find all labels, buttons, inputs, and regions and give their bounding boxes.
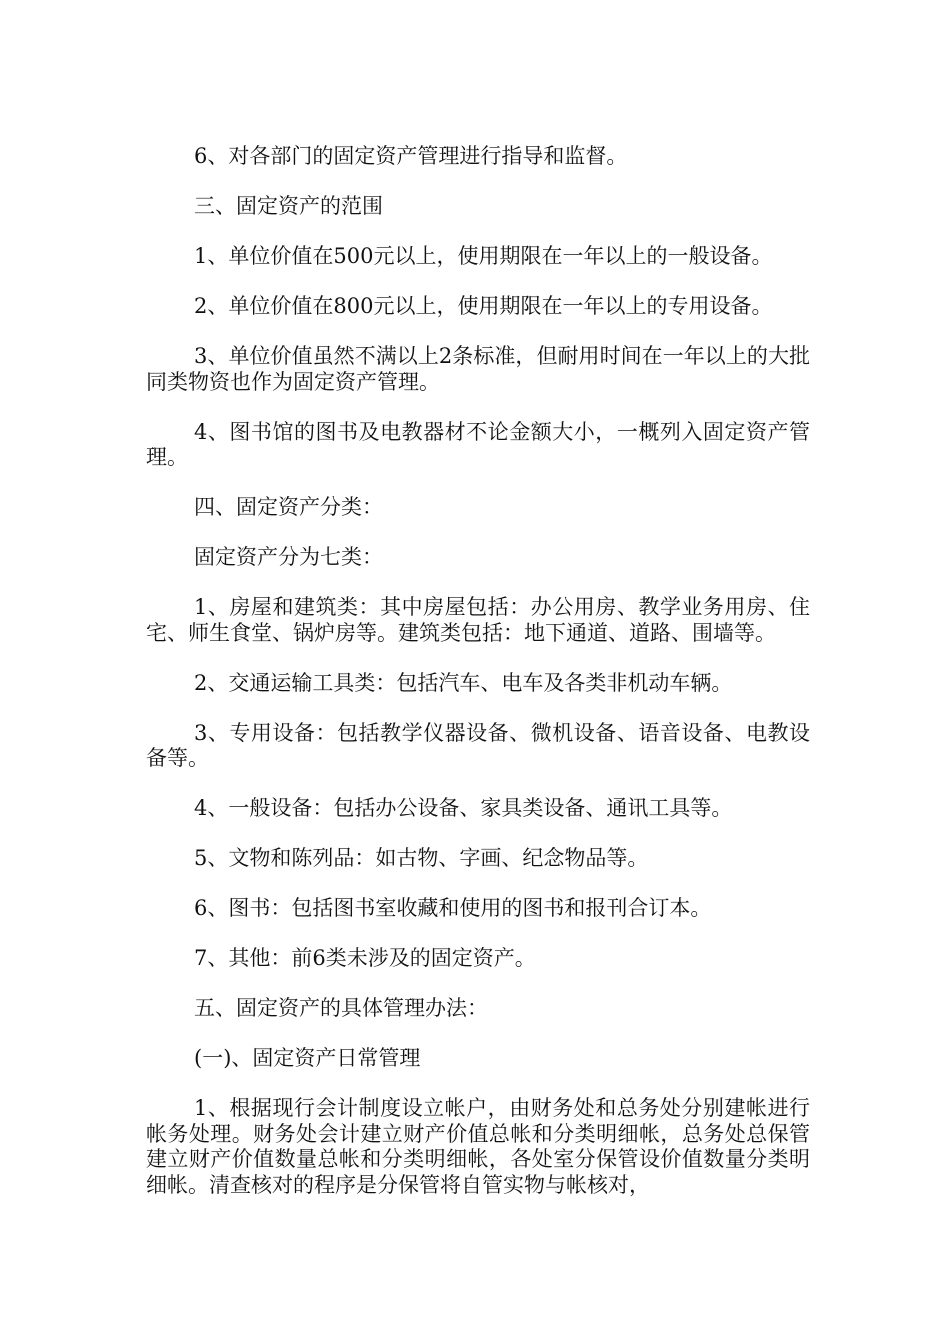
paragraph-duty-6: 6、对各部门的固定资产管理进行指导和监督。	[194, 144, 628, 168]
paragraph-class-3: 3、专用设备：包括教学仪器设备、微机设备、语音设备、电教设备等。	[146, 720, 810, 770]
paragraph-class-2: 2、交通运输工具类：包括汽车、电车及各类非机动车辆。	[194, 670, 733, 695]
paragraph-scope-4: 4、图书馆的图书及电教器材不论金额大小，一概列入固定资产管理。	[146, 419, 810, 469]
paragraph-class-4: 4、一般设备：包括办公设备、家具类设备、通讯工具等。	[194, 796, 733, 820]
paragraph-class-6: 6、图书：包括图书室收藏和使用的图书和报刊合订本。	[194, 896, 712, 920]
section-heading-classification: 四、固定资产分类：	[194, 495, 383, 519]
paragraph-scope-1: 1、单位价值在500元以上，使用期限在一年以上的一般设备。	[194, 244, 773, 268]
paragraph-scope-3: 3、单位价值虽然不满以上2条标准，但耐用时间在一年以上的大批同类物资也作为固定资产管理。	[146, 344, 810, 394]
paragraph-class-1: 1、房屋和建筑类：其中房屋包括：办公用房、教学业务用房、住宅、师生食堂、锅炉房等。建筑类包括：地下通道、道路、围墙等。	[146, 595, 810, 645]
subsection-heading-daily-management: (一)、固定资产日常管理	[194, 1046, 421, 1070]
paragraph-management-1: 1、根据现行会计制度设立帐户，由财务处和总务处分别建帐进行帐务处理。财务处会计建立财产价值总帐和分类明细帐，总务处总保管建立财产价值数量总帐和分类明细帐，各处室分保管设价值数量分类明细帐。清查核对的程序是分保管将自管实物与帐核对，	[146, 1096, 810, 1197]
paragraph-class-5: 5、文物和陈列品：如古物、字画、纪念物品等。	[194, 846, 649, 870]
section-heading-scope: 三、固定资产的范围	[194, 194, 383, 218]
section-heading-management: 五、固定资产的具体管理办法：	[194, 996, 488, 1020]
paragraph-scope-2: 2、单位价值在800元以上，使用期限在一年以上的专用设备。	[194, 294, 773, 318]
document-body	[146, 144, 810, 1223]
paragraph-classification-intro: 固定资产分为七类：	[194, 545, 383, 569]
paragraph-class-7: 7、其他：前6类未涉及的固定资产。	[194, 946, 536, 970]
